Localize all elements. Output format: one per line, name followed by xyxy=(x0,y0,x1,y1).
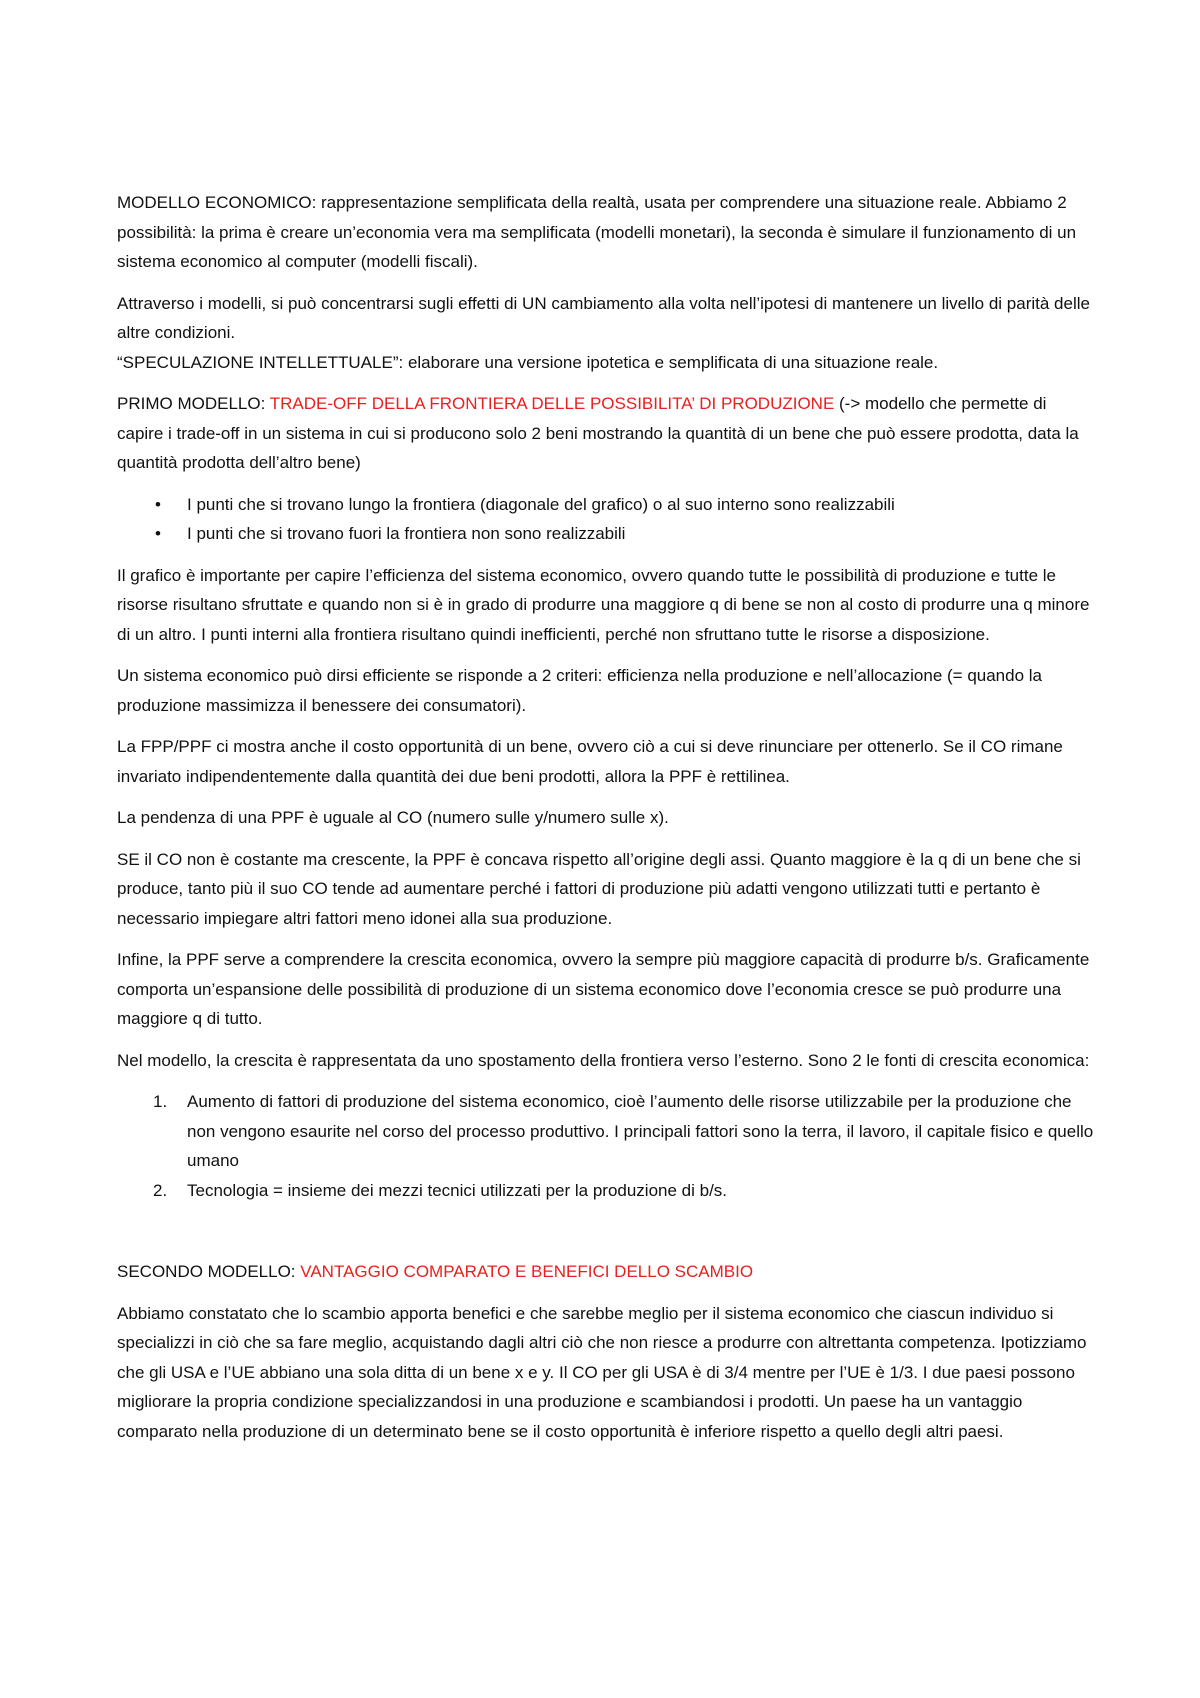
paragraph-scambio: Abbiamo constatato che lo scambio apporta benefici e che sarebbe meglio per il sistema economico che ciascun individuo si specializzi in ciò che sa fare meglio, acquistando dagli altri ciò che non riesce a produrre con altrettanta competenza. Ipotizziamo che gli USA e l’UE abbiano una sola ditta di un bene x e y. Il CO per gli USA è di 3/4 mentre per l’UE è 1/3. I due paesi possono migliorare la propria condizione specializzandosi in una produzione e scambiandosi i prodotti. Un paese ha un vantaggio comparato nella produzione di un determinato bene se il costo opportunità è inferiore rispetto a quello degli altri paesi. xyxy=(117,1303,1087,1441)
paragraph-modello-economico: MODELLO ECONOMICO: rappresentazione semplificata della realtà, usata per comprendere una situazione reale. Abbiamo 2 possibilità: la prima è creare un’economia vera ma semplificata (modelli monetari), la seconda è simulare il funzionamento di un sistema economico al computer (modelli fiscali). xyxy=(117,193,1077,271)
document-page xyxy=(117,188,1097,1458)
bullet-icon: • xyxy=(155,524,161,543)
paragraph-crescita: Infine, la PPF serve a comprendere la crescita economica, ovvero la sempre più maggiore capacità di produrre b/s. Graficamente comporta un’espansione delle possibilità di produzione di un sistema economico dove l’economia cresce se può produrre una maggiore q di tutto. xyxy=(117,950,1090,1028)
paragraph-efficiente: Un sistema economico può dirsi efficiente se risponde a 2 criteri: efficienza nella produzione e nell’allocazione (= quando la produzione massimizza il benessere dei consumatori). xyxy=(117,666,1042,715)
primo-modello-prefix: PRIMO MODELLO: xyxy=(117,394,270,413)
paragraph-pendenza: La pendenza di una PPF è uguale al CO (numero sulle y/numero sulle x). xyxy=(117,808,669,827)
list-number: 1. xyxy=(153,1092,168,1111)
list-item xyxy=(117,1087,1097,1176)
paragraph-modelli xyxy=(117,289,1097,378)
primo-modello-title: TRADE-OFF DELLA FRONTIERA DELLE POSSIBILITA’ DI PRODUZIONE xyxy=(269,394,835,413)
list-item-text: I punti che si trovano lungo la frontiera (diagonale del grafico) o al suo interno sono realizzabili xyxy=(187,494,895,514)
secondo-modello-title: VANTAGGIO COMPARATO E BENEFICI DELLO SCAMBIO xyxy=(300,1262,754,1281)
paragraph-fonti-crescita: Nel modello, la crescita è rappresentata da uno spostamento della frontiera verso l’esterno. Sono 2 le fonti di crescita economica: xyxy=(117,1050,1090,1070)
numbered-list xyxy=(117,1087,1097,1205)
primo-modello-text: (-> modello che permette di capire i trade-off in un sistema in cui si producono solo 2 beni mostrando la quantità di un bene che può essere prodotta, data la quantità prodotta dell’altro bene) xyxy=(117,394,1079,472)
bullet-icon: • xyxy=(155,494,161,514)
secondo-modello-prefix: SECONDO MODELLO: xyxy=(117,1262,301,1281)
list-item-text: Aumento di fattori di produzione del sistema economico, cioè l’aumento delle risorse utilizzabile per la produzione che non vengono esaurite nel corso del processo produttivo. I principali fattori sono la terra, il lavoro, il capitale fisico e quello umano xyxy=(187,1092,1094,1170)
list-item-text: Tecnologia = insieme dei mezzi tecnici utilizzati per la produzione di b/s. xyxy=(187,1180,728,1200)
paragraph-co-crescente: SE il CO non è costante ma crescente, la PPF è concava rispetto all’origine degli assi. Quanto maggiore è la q di un bene che si produce, tanto più il suo CO tende ad aumentare perché i fattori di produzione più adatti vengono utilizzati tutti e pertanto è necessario impiegare altri fattori meno idonei alla sua produzione. xyxy=(117,849,1081,928)
bullet-list xyxy=(117,490,1097,549)
spacer xyxy=(117,1217,1097,1257)
paragraph-secondo-modello xyxy=(117,1257,1097,1287)
paragraph-modelli-line1: Attraverso i modelli, si può concentrarsi sugli effetti di UN cambiamento alla volta nell’ipotesi di mantenere un livello di parità delle altre condizioni. xyxy=(117,293,1090,342)
paragraph-primo-modello xyxy=(117,389,1097,478)
list-item xyxy=(117,519,1097,549)
paragraph-grafico: Il grafico è importante per capire l’efficienza del sistema economico, ovvero quando tutte le possibilità di produzione e tutte le risorse risultano sfruttate e quando non si è in grado di produrre una maggiore q di bene se non al costo di produrre una q minore di un altro. I punti interni alla frontiera risultano quindi inefficienti, perché non sfruttano tutte le risorse a disposizione. xyxy=(117,565,1090,644)
list-number: 2. xyxy=(153,1180,168,1200)
paragraph-speculazione: “SPECULAZIONE INTELLETTUALE”: elaborare una versione ipotetica e semplificata di una situazione reale. xyxy=(117,352,939,372)
paragraph-costo-opportunita: La FPP/PPF ci mostra anche il costo opportunità di un bene, ovvero ciò a cui si deve rinunciare per ottenerlo. Se il CO rimane invariato indipendentemente dalla quantità dei due beni prodotti, allora la PPF è rettilinea. xyxy=(117,737,1063,786)
list-item xyxy=(117,1176,1097,1206)
list-item-text: I punti che si trovano fuori la frontiera non sono realizzabili xyxy=(187,524,626,543)
list-item xyxy=(117,490,1097,520)
